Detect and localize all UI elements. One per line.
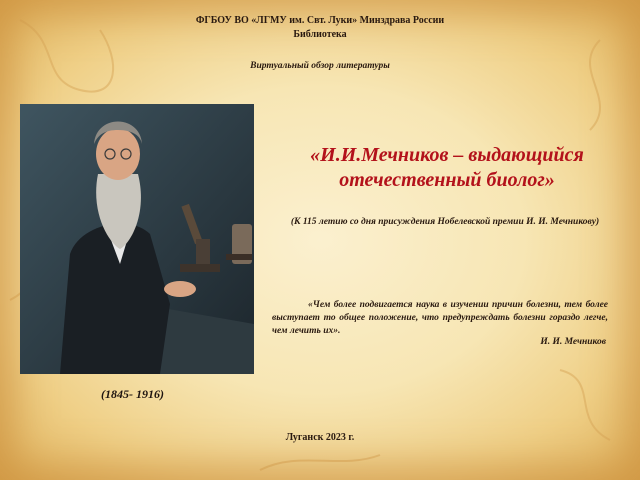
life-years: (1845- 1916) [101, 387, 164, 401]
review-subtitle: Виртуальный обзор литературы [250, 61, 390, 71]
library-label: Библиотека [293, 29, 347, 40]
quote-author: И. И. Мечников [540, 337, 606, 347]
institution-name: ФГБОУ ВО «ЛГМУ им. Свт. Луки» Минздрава России [195, 15, 445, 26]
title-line-2: отечественный биолог» [339, 169, 555, 191]
quote-text: «Чем более подвигается наука в изучении причин болезни, тем более выступает то общее положение, что предупреждать болезни гораздо легче, чем лечить их». [272, 300, 608, 336]
portrait-photo [20, 104, 254, 374]
title-line-1: «И.И.Мечников – выдающийся [310, 144, 584, 166]
page-title [272, 143, 622, 193]
header [150, 14, 490, 42]
portrait-illustration [20, 104, 254, 374]
anniversary-note: (К 115 летию со дня присуждения Нобелевской премии И. И. Мечникову) [290, 217, 600, 227]
footer-place-year: Луганск 2023 г. [285, 432, 355, 443]
